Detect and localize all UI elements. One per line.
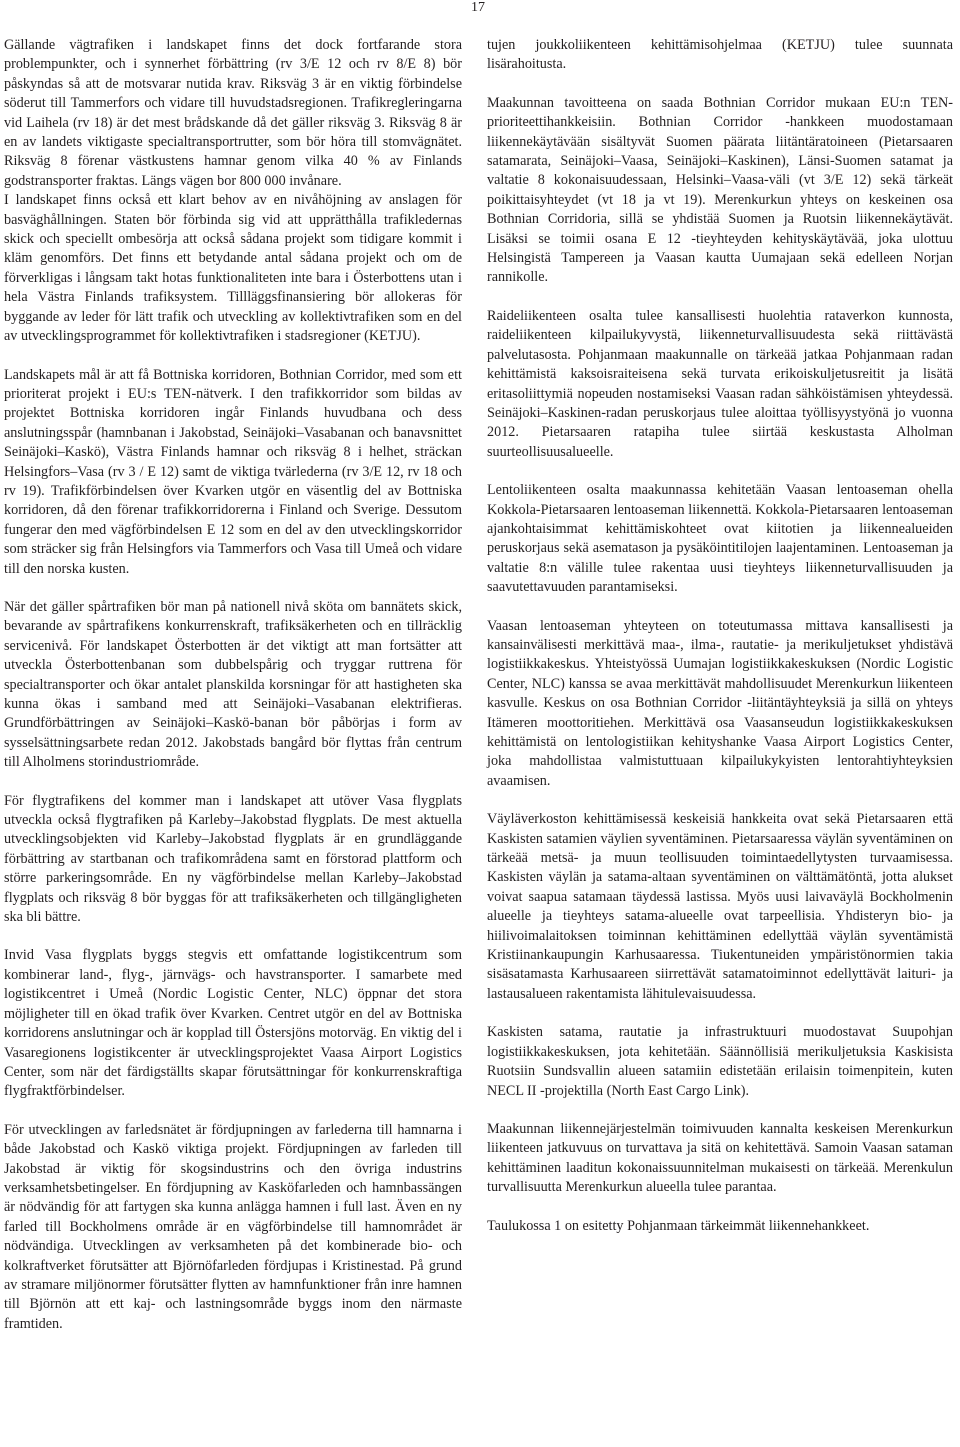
right-text-column xyxy=(487,36,953,1255)
paragraph: Väyläverkoston kehittämisessä keskeisiä hankkeita ovat sekä Pietarsaaren että Kaskisten satamien väylien syventäminen. Pietarsaaressa väylän syventäminen on tärkeää metsä- ja muun teollisuuden toimintaedellytysten turvaamisessa. Kaskisten väylän ja satama-altaan syventäminen on välttämätöntä, jotta alukset voivat saapua satamaan täydessä lastissa. Myös uusi laivaväylä Bockholmenin alueelle ja tieyhteys satama-alueelle ovat tarpeellisia. Yhdisteryn bio- ja hiilivoimalaitoksen toiminnan kehittäminen edellyttää väylän syventämistä Kristiinankaupungin Karhusaaressa. Tiukentuneiden ympäristönormien takia sisäsatamasta Karhusaareen siirrettävät satamatoiminnot edellyttävät laituri- ja lastausalueen rakentamista lähitulevaisuudessa. xyxy=(487,811,953,1002)
paragraph: Invid Vasa flygplats byggs stegvis ett omfattande logistikcentrum som kombinerar land-, flyg-, järnvägs- och havstransporter. I samarbete med logistikcentret i Umeå (Nordic Logistic Center, NLC) öppnar det stora möjligheter till en ökad trafik över Kvarken. Centret utgör en del av Bottniska korridorens anslutningar och är kopplad till Östersjöns motorväg. En viktig del i Vasaregionens logistikcenter är utvecklingsprojektet Vaasa Airport Logistics Center, som när det färdigställts skapar förutsättningar för konkurrenskraftiga flygfraktförbindelser. xyxy=(4,947,462,1100)
paragraph: Landskapets mål är att få Bottniska korridoren, Bothnian Corridor, med som ett prioriterat projekt i EU:s TEN-nätverk. I den trafikkorridor som bildas av projektet Bottniska korridoren ingår Finlands huvudbana och dess anslutningsspår (hamnbanan i Jakobstad, Seinäjoki–Vasabanan och banavsnittet Seinäjoki–Kaskö), Västra Finlands hamnar och riksväg 8 i helhet, sträckan Helsingfors–Vasa (rv 3 / E 12) samt de viktiga tvärlederna (rv 3/E 12, rv 18 och rv 19). Trafikförbindelsen över Kvarken utgör en väsentlig del av Bottniska korridoren, då den förenar trafikkorridorerna i Finland och Sverige. Dessutom fungerar den med vägförbindelsen E 12 som en del av den utvecklingskorridor som sträcker sig från Helsingfors via Tammerfors och Vasa till Umeå och vidare till den norska kusten. xyxy=(4,366,462,577)
paragraph: När det gäller spårtrafiken bör man på nationell nivå sköta om bannätets skick, bevarande av spårtrafikens konkurrenskraft, trafiksäkerheten och en tillräcklig servicenivå. För landskapet Österbotten är det viktigt att man fortsätter att utveckla Österbottenbanan som dubbelspårig och tryggar ruttrena för specialtransporter och ökar antalet planskilda korsningar för att hastigheten ska kunna ökas i samband med att Seinäjoki–Vasabanan elektrifieras. Grundförbättringen av Seinäjoki–Kaskö-banan bör påbörjas i form av sysselsättningsarbete redan 2012. Jakobstads bangård bör flyttas från centrum till Alholmens storindustriområde. xyxy=(4,598,462,771)
paragraph: Taulukossa 1 on esitetty Pohjanmaan tärkeimmät liikennehankkeet. xyxy=(487,1217,870,1234)
paragraph: Raideliikenteen osalta tulee kansallisesti huolehtia rataverkon kunnosta, raideliikenteen kilpailukyvystä, liikenneturvallisuudesta sekä riittävästä palvelutasosta. Pohjanmaan maakunnalle on tärkeää jatkaa Pohjanmaan radan kehittämistä kaksoisraiteisena sekä turvata erikoiskuljetusreitit ja lisätä eritasoliittymiä nopeuden nostamiseksi Vaasan radan sähköistämisen yhteydessä. Seinäjoki–Kaskinen-radan peruskorjaus tulee aloittaa työllisyystyönä jo vuonna 2012. Pietarsaaren ratapiha tulee siirtää keskustasta Alholman suurteollisuusalueelle. xyxy=(487,307,953,460)
paragraph: I landskapet finns också ett klart behov av en nivåhöjning av anslagen för basväghållningen. Staten bör förbinda sig vid att upprätthålla trafikledernas skick och speciellt ombesörja att också sådana projekt som tidigare kommit i kläm genomförs. Det finns ett betydande antal sådana projekt och om de förverkligas i långsam takt hotas funktionaliteten inte bara i Österbottens utan i hela Västra Finlands trafiksystem. Tillläggsfinansiering bör allokeras för byggande av leder för lätt trafik och utveckling av kollektivtrafiken som en del av utvecklingsprogrammet för kollektivtrafiken i stadsregioner (KETJU). xyxy=(4,192,462,345)
paragraph: tujen joukkoliikenteen kehittämisohjelmaa (KETJU) tulee suunnata lisärahoitusta. xyxy=(487,37,953,73)
paragraph: Gällande vägtrafiken i landskapet finns det dock fortfarande stora problempunkter, och i synnerhet förbättring (rv 3/E 12 och rv 8/E 8) bör påskyndas så att de motsvarar nutida krav. Riksväg 3 är en viktig förbindelse söderut till Tammerfors och vidare till huvudstadsregionen. Trafikregleringarna vid Laihela (rv 18) är det mest brådskande då det gäller riksväg 3. Riksväg 8 är en av landets viktigaste specialtransportrutter, som bör höra till stomvägnätet. Riksväg 8 förenar västkustens hamnar genom vilka 40 % av Finlands godstransporter fraktas. Längs vägen bor 800 000 invånare. xyxy=(4,37,462,189)
paragraph: Maakunnan tavoitteena on saada Bothnian Corridor mukaan EU:n TEN-prioriteettihankkeisiin. Bothnian Corridor -hankkeen muodostamaan liikennekäytävään sisältyvät Suomen päärata liitäntäratoineen (Pietarsaaren satamarata, Seinäjoki–Vaasa, Seinäjoki–Kaskinen), Länsi-Suomen satamat ja valtatie 8 kokonaisuudessaan, Helsinki–Vaasa-väli (vt 3/E 12) sekä tärkeät poikittaisyhteydet (vt 18 ja vt 19). Merenkurkun yhteys on keskeinen osa Bothnian Corridoria, sillä se yhdistää Suomen ja Ruotsin liikennekäytävät. Lisäksi se toimii osana E 12 -tieyhteyden kehityskäytävää, joka ulottuu Helsingistä Tampereen ja Vaasan kautta Uumajaan sekä edelleen Norjan rannikolle. xyxy=(487,94,953,286)
paragraph: För flygtrafikens del kommer man i landskapet att utöver Vasa flygplats utveckla också flygtrafiken på Karleby–Jakobstad flygplats. De mest aktuella utvecklingsobjekten vid Karleby–Jakobstad flygplats är en grundläggande förbättring av startbanan och trafikområdena samt en förstorad plattform och större parkeringsområde. En ny vägförbindelse mellan Karleby–Jakobstad flygplats och riksväg 8 bör byggas för att trafiksäkerheten och tillgängligheten ska bli bättre. xyxy=(4,792,462,926)
paragraph: Maakunnan liikennejärjestelmän toimivuuden kannalta keskeisen Merenkurkun liikenteen jatkuvuus on turvattava ja sitä on kehitettävä. Samoin Vaasan sataman kehittäminen laaditun kokonaissuunnitelman mukaisesti on tärkeää. Merenkulun turvallisuutta Merenkurkun alueella tulee parantaa. xyxy=(487,1120,953,1196)
paragraph: Lentoliikenteen osalta maakunnassa kehitetään Vaasan lentoaseman ohella Kokkola-Pietarsaaren lentoaseman liikennettä. Kokkola-Pietarsaaren lentoaseman ajankohtaisimmat kehittämiskohteet ovat kiitotien ja liikennealueiden peruskorjaus sekä asematason ja pysäköintitilojen laajentaminen. Lentoaseman ja valtatie 8:n välille tulee rakentaa uusi tieyhteys liikenneturvallisuuden ja saavutettavuuden parantamiseksi. xyxy=(487,482,953,596)
left-text-column xyxy=(4,36,462,1353)
page-number: 17 xyxy=(471,0,485,15)
paragraph: För utvecklingen av farledsnätet är fördjupningen av farlederna till hamnarna i både Jakobstad och Kaskö viktiga projekt. Fördjupningen av farleden till Jakobstad är viktig för skogsindustrins och den övriga industrins verksamhetsbetingelser. En fördjupning av Kasköfarleden och hamnbassängen är nödvändig för att fartygen ska kunna anlägga hamnen i full last. Även en ny farled till Bockholmens område är en vägförbindelse till hamnområdet är nödvändiga. Utvecklingen av verksamheten på det kombinerade bio- och kolkraftverket förutsätter att Björnöfarleden fördjupas i Kristinestad. På grund av stramare miljönormer förutsätter flytten av hamnfunktioner från inre hamnen till Björnön att ett kaj- och lastningsområde byggs inom den närmaste framtiden. xyxy=(4,1121,462,1332)
paragraph: Vaasan lentoaseman yhteyteen on toteutumassa mittava kansallisesti ja kansainvälisesti merkittävä maa-, ilma-, rautatie- ja merikuljetukset yhdistävä logistiikkakeskus. Yhteistyössä Uumajan logistiikkakeskuksen (Nordic Logistic Center, NLC) kanssa se avaa merkittävät mahdollisuudet Merenkurkun liikenteen kasvulle. Keskus on osa Bothnian Corridor -liitäntäyhteyksiä ja sillä on yhteys Itämeren moottoritiehen. Merkittävä osa Vaasanseudun logistiikkakeskuksen kehittämistä on lentologistiikan kehityshanke Vaasa Airport Logistics Center, joka mahdollistaa valmistuttuaan kilpailukykyisten lentorahtiyhteyksien avaamisen. xyxy=(487,617,953,789)
paragraph: Kaskisten satama, rautatie ja infrastruktuuri muodostavat Suupohjan logistiikkakeskuksen, jota kehitetään. Säännöllisiä merikuljetuksia Kaskisista Ruotsiin Sundsvallin alueen satamiin edistetään erilaisin toimenpitein, kuten NECL II -projektilla (North East Cargo Link). xyxy=(487,1024,953,1099)
